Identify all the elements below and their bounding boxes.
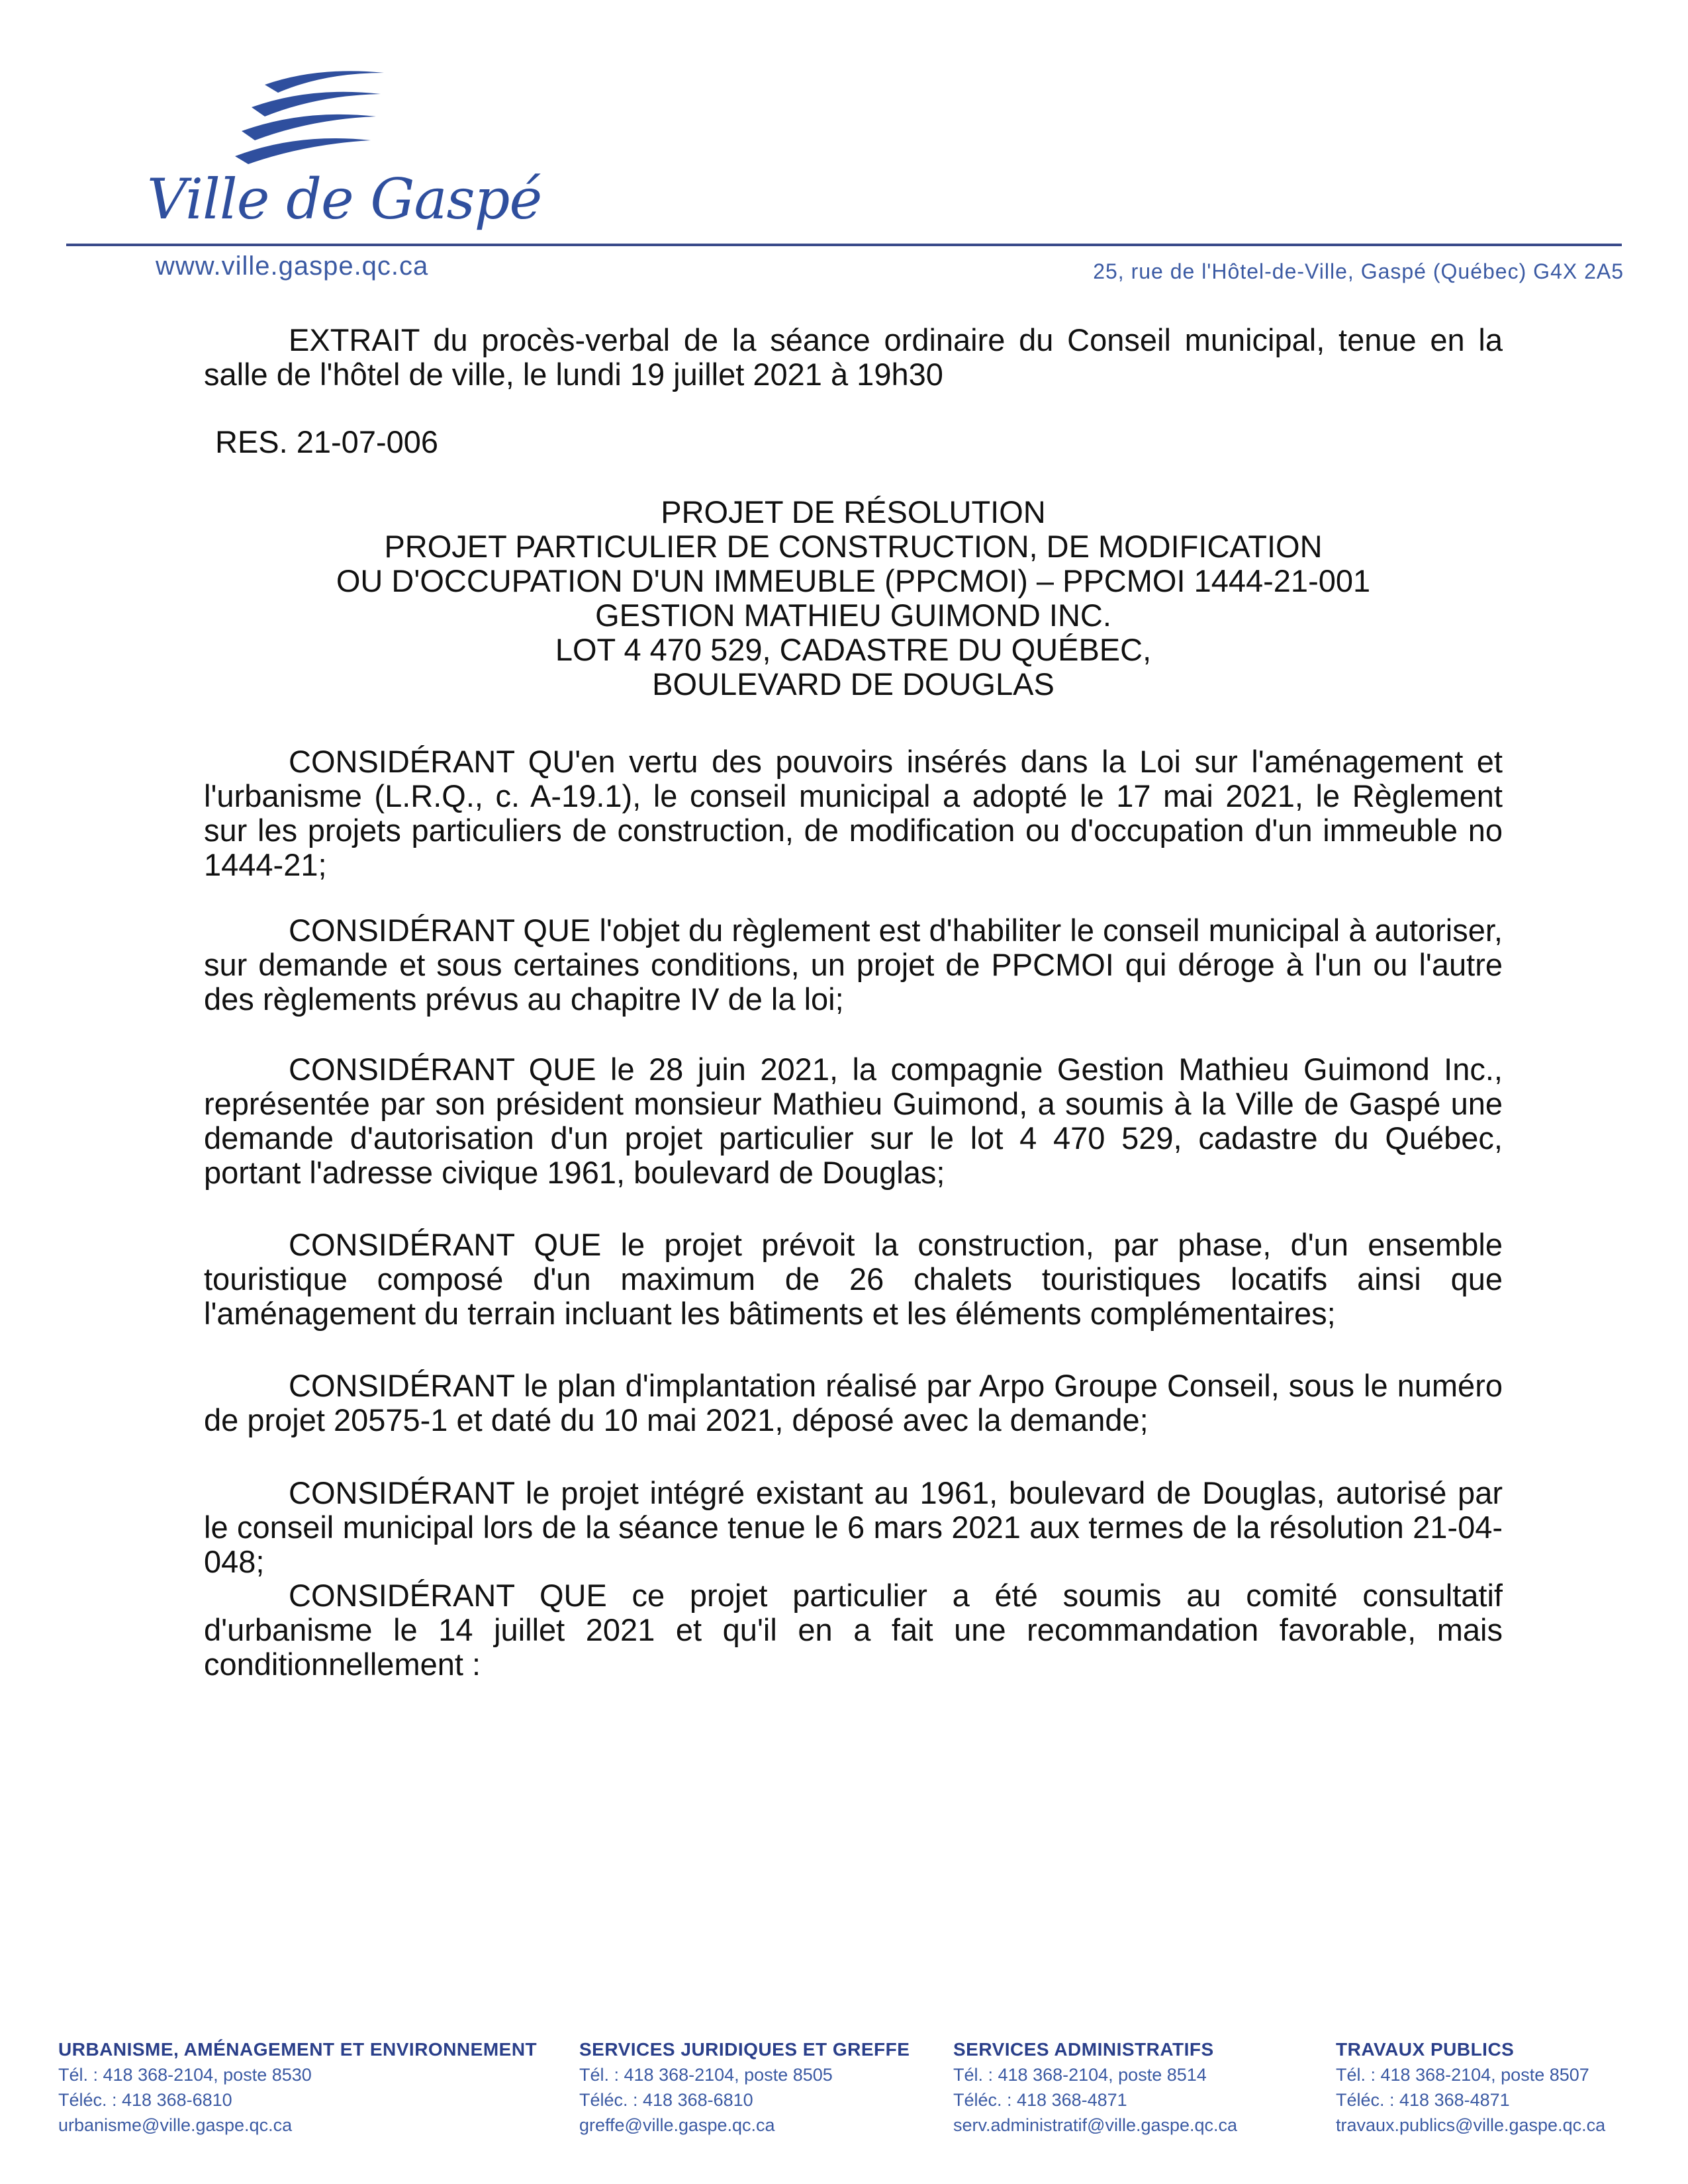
title-line: LOT 4 470 529, CADASTRE DU QUÉBEC, [555, 632, 1152, 667]
footer-fax: Téléc. : 418 368-4871 [1336, 2090, 1510, 2110]
footer-phone: Tél. : 418 368-2104, poste 8507 [1336, 2065, 1589, 2085]
considerant-paragraph: CONSIDÉRANT QUE l'objet du règlement est d'habiliter le conseil municipal à autoriser, sur demande et sous certaines conditions, un projet de PPCMOI qui déroge à l'un ou l'autre des règlements prévus au chapitre IV de la loi; [204, 913, 1503, 1017]
considerant-paragraph: CONSIDÉRANT QUE le projet prévoit la construction, par phase, d'un ensemble touristique composé d'un maximum de 26 chalets touristiques locatifs ainsi que l'aménagement du terrain incluant les bâtiments et les éléments complémentaires; [204, 1227, 1503, 1331]
footer-email[interactable]: travaux.publics@ville.gaspe.qc.ca [1336, 2115, 1606, 2135]
footer-fax: Téléc. : 418 368-6810 [579, 2090, 753, 2110]
title-line: BOULEVARD DE DOUGLAS [652, 666, 1055, 702]
footer-fax: Téléc. : 418 368-6810 [58, 2090, 232, 2110]
extract-intro: EXTRAIT du procès-verbal de la séance ordinaire du Conseil municipal, tenue en la salle de l'hôtel de ville, le lundi 19 juillet 2021 à 19h30 [204, 322, 1503, 392]
footer-contact-travaux-publics [1336, 2037, 1605, 2138]
considerant-paragraph: CONSIDÉRANT QU'en vertu des pouvoirs insérés dans la Loi sur l'aménagement et l'urbanisme (L.R.Q., c. A-19.1), le conseil municipal a adopté le 17 mai 2021, le Règlement sur les projets particuliers de construction, de modification ou d'occupation d'un immeuble no 1444-21; [204, 744, 1503, 882]
footer-heading: URBANISME, AMÉNAGEMENT ET ENVIRONNEMENT [58, 2039, 538, 2060]
title-line: GESTION MATHIEU GUIMOND INC. [595, 598, 1111, 633]
footer-heading: SERVICES ADMINISTRATIFS [953, 2039, 1214, 2060]
title-line: PROJET DE RÉSOLUTION [661, 494, 1046, 529]
header-divider [66, 244, 1622, 246]
footer-contact-urbanisme [58, 2037, 537, 2138]
footer-contact-administratifs [953, 2037, 1237, 2138]
considerant-paragraph: CONSIDÉRANT le plan d'implantation réalisé par Arpo Groupe Conseil, sous le numéro de projet 20575-1 et daté du 10 mai 2021, déposé avec la demande; [204, 1368, 1503, 1437]
footer-email[interactable]: urbanisme@ville.gaspe.qc.ca [58, 2115, 293, 2135]
website-link[interactable]: www.ville.gaspe.qc.ca [156, 251, 429, 281]
ville-de-gaspe-wave-logo-icon [225, 66, 391, 165]
logo-text: Ville de Gaspé [147, 167, 542, 232]
footer-email[interactable]: greffe@ville.gaspe.qc.ca [579, 2115, 775, 2135]
title-line: OU D'OCCUPATION D'UN IMMEUBLE (PPCMOI) – PPCMOI 1444-21-001 [336, 563, 1371, 598]
considerant-paragraph: CONSIDÉRANT QUE le 28 juin 2021, la compagnie Gestion Mathieu Guimond Inc., représentée par son président monsieur Mathieu Guimond, a soumis à la Ville de Gaspé une demande d'autorisation d'un projet particulier sur le lot 4 470 529, cadastre du Québec, portant l'adresse civique 1961, boulevard de Douglas; [204, 1052, 1503, 1190]
footer-phone: Tél. : 418 368-2104, poste 8514 [953, 2065, 1207, 2085]
footer-contact-greffe [579, 2037, 910, 2138]
footer-fax: Téléc. : 418 368-4871 [953, 2090, 1127, 2110]
resolution-title [204, 495, 1503, 702]
considerant-paragraph: CONSIDÉRANT QUE ce projet particulier a été soumis au comité consultatif d'urbanisme le 14 juillet 2021 et qu'il en a fait une recommandation favorable, mais conditionnellement : [204, 1578, 1503, 1682]
considerant-paragraph: CONSIDÉRANT le projet intégré existant au 1961, boulevard de Douglas, autorisé par le conseil municipal lors de la séance tenue le 6 mars 2021 aux termes de la résolution 21-04-048; [204, 1475, 1503, 1579]
city-hall-address: 25, rue de l'Hôtel-de-Ville, Gaspé (Québec) G4X 2A5 [1093, 259, 1624, 283]
footer-heading: TRAVAUX PUBLICS [1336, 2039, 1515, 2060]
footer-heading: SERVICES JURIDIQUES ET GREFFE [579, 2039, 910, 2060]
title-line: PROJET PARTICULIER DE CONSTRUCTION, DE MODIFICATION [384, 529, 1323, 564]
resolution-number: RES. 21-07-006 [215, 424, 439, 459]
footer-phone: Tél. : 418 368-2104, poste 8530 [58, 2065, 312, 2085]
footer-email[interactable]: serv.administratif@ville.gaspe.qc.ca [953, 2115, 1238, 2135]
footer-phone: Tél. : 418 368-2104, poste 8505 [579, 2065, 833, 2085]
